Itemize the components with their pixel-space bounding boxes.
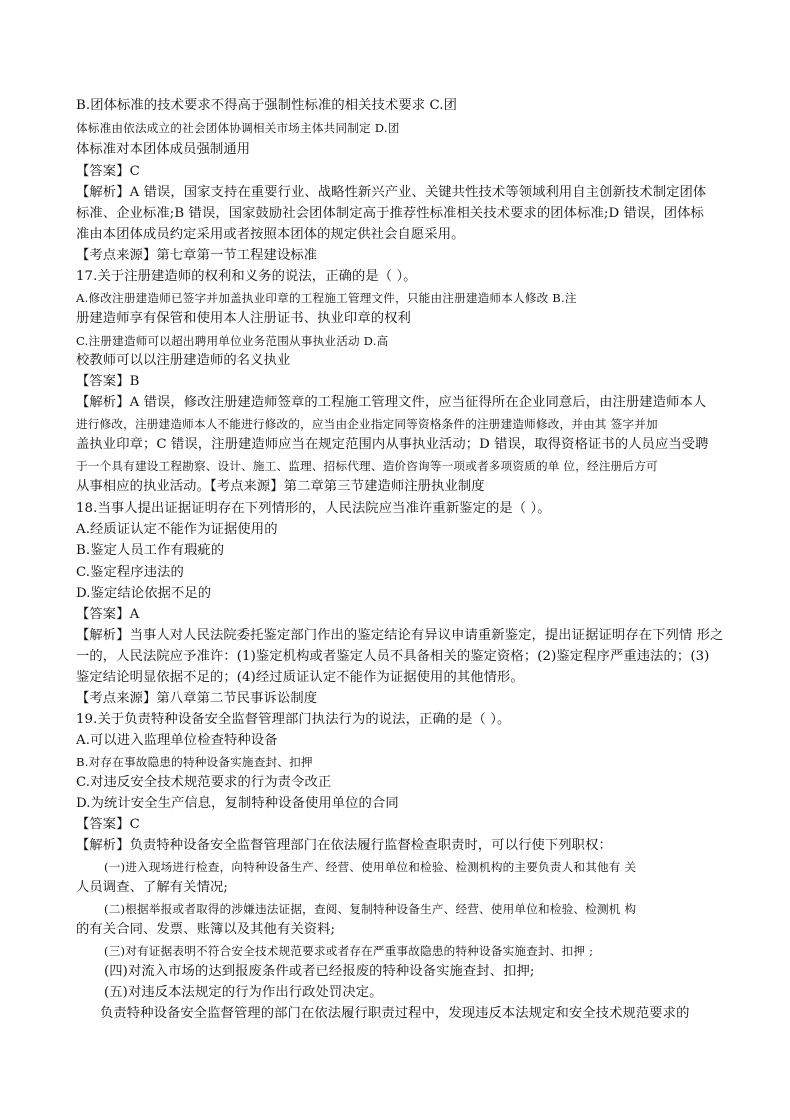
question-line: 19.关于负责特种设备安全监督管理部门执法行为的说法，正确的是（ ）。 xyxy=(76,712,511,727)
list-item: (四)对流入市场的达到报废条件或者已经报废的特种设备实施查封、扣押; xyxy=(104,964,535,979)
text-line: 一的，人民法院应予准许：(1)鉴定机构或者鉴定人员不具备相关的鉴定资格；(2)鉴定程序严重违法的；(3) xyxy=(76,649,710,664)
option-line: B.对存在事故隐患的特种设备实施查封、扣押 xyxy=(76,755,313,769)
option-line: B.鉴定人员工作有瑕疵的 xyxy=(76,543,225,558)
text-line: 鉴定结论明显依据不足的；(4)经过质证认定不能作为证据使用的其他情形。 xyxy=(76,670,524,685)
text-line: 【解析】A 错误，修改注册建造师签章的工程施工管理文件，应当征得所在企业同意后，由注册建造师本人 xyxy=(76,395,707,410)
option-line: A.经质证认定不能作为证据使用的 xyxy=(76,522,278,537)
answer-line: 【答案】C xyxy=(76,817,140,832)
option-line: D.鉴定结论依据不足的 xyxy=(76,586,212,601)
text-line: B.团体标准的技术要求不得高于强制性标准的相关技术要求 C.团 xyxy=(76,98,457,113)
list-item: (五)对违反本法规定的行为作出行政处罚决定。 xyxy=(104,985,383,1000)
text-line: 【解析】当事人对人民法院委托鉴定部门作出的鉴定结论有异议申请重新鉴定，提出证据证明存在下列情 形之 xyxy=(76,628,724,643)
text-line: 于一个具有建设工程勘察、设计、施工、监理、招标代理、造价咨询等一项或者多项资质的单 位，经注册后方可 xyxy=(76,459,658,473)
text-line: 体标准由依法成立的社会团体协调相关市场主体共同制定 D.团 xyxy=(76,121,400,135)
text-line: 人员调查、了解有关情况; xyxy=(76,880,228,895)
question-line: 18.当事人提出证据证明存在下列情形的，人民法院应当准许重新鉴定的是（ ）。 xyxy=(76,501,551,516)
source-line: 【考点来源】第七章第一节工程建设标准 xyxy=(76,248,318,263)
text-line: 盖执业印章；C 错误，注册建造师应当在规定范围内从事执业活动；D 错误，取得资格证书的人员应当受聘 xyxy=(76,437,709,452)
option-line: A.修改注册建造师已签字并加盖执业印章的工程施工管理文件，只能由注册建造师本人修改 B.注 xyxy=(76,291,577,305)
text-line: 进行修改，注册建造师本人不能进行修改的，应当由企业指定同等资格条件的注册建造师修改，并由其 签字并加 xyxy=(76,417,658,431)
option-line: C.注册建造师可以超出聘用单位业务范围从事执业活动 D.高 xyxy=(76,334,389,348)
text-line: 标准、企业标准;B 错误，国家鼓励社会团体制定高于推荐性标准相关技术要求的团体标准;D 错误，团体标 xyxy=(76,206,704,221)
list-item: (二)根据举报或者取得的涉嫌违法证据，查阅、复制特种设备生产、经营、使用单位和检验、检测机 构 xyxy=(104,902,637,916)
answer-line: 【答案】C xyxy=(76,164,140,179)
source-line: 【考点来源】第八章第二节民事诉讼制度 xyxy=(76,691,318,706)
option-line: C.鉴定程序违法的 xyxy=(76,565,184,580)
text-line: 【解析】负责特种设备安全监督管理部门在依法履行监督检查职责时，可以行使下列职权： xyxy=(76,838,612,853)
text-line: 【解析】A 错误，国家支持在重要行业、战略性新兴产业、关键共性技术等领域利用自主创新技术制定团体 xyxy=(76,185,707,200)
text-line: 准由本团体成员约定采用或者按照本团体的规定供社会自愿采用。 xyxy=(76,227,465,242)
question-line: 17.关于注册建造师的权利和义务的说法，正确的是（ ）。 xyxy=(76,269,417,284)
list-item: (三)对有证据表明不符合安全技术规范要求或者存在严重事故隐患的特种设备实施查封、扣押 ; xyxy=(104,944,594,958)
option-line: 校教师可以以注册建造师的名义执业 xyxy=(76,353,291,368)
answer-line: 【答案】A xyxy=(76,607,140,622)
list-item: (一)进入现场进行检查，向特种设备生产、经营、使用单位和检验、检测机构的主要负责人和其他有 关 xyxy=(104,860,637,874)
option-line: D.为统计安全生产信息，复制特种设备使用单位的合同 xyxy=(76,796,399,811)
text-line: 负责特种设备安全监督管理的部门在依法履行职责过程中，发现违反本法规定和安全技术规范要求的 xyxy=(100,1006,690,1021)
option-line: 册建造师享有保管和使用本人注册证书、执业印章的权利 xyxy=(76,311,411,326)
answer-line: 【答案】B xyxy=(76,374,140,389)
option-line: A.可以进入监理单位检查特种设备 xyxy=(76,733,278,748)
text-line: 体标准对本团体成员强制通用 xyxy=(76,142,251,157)
text-line: 的有关合同、发票、账簿以及其他有关资料; xyxy=(76,922,336,937)
text-line: 从事相应的执业活动。【考点来源】第二章第三节建造师注册执业制度 xyxy=(76,479,485,494)
option-line: C.对违反安全技术规范要求的行为责令改正 xyxy=(76,775,332,790)
